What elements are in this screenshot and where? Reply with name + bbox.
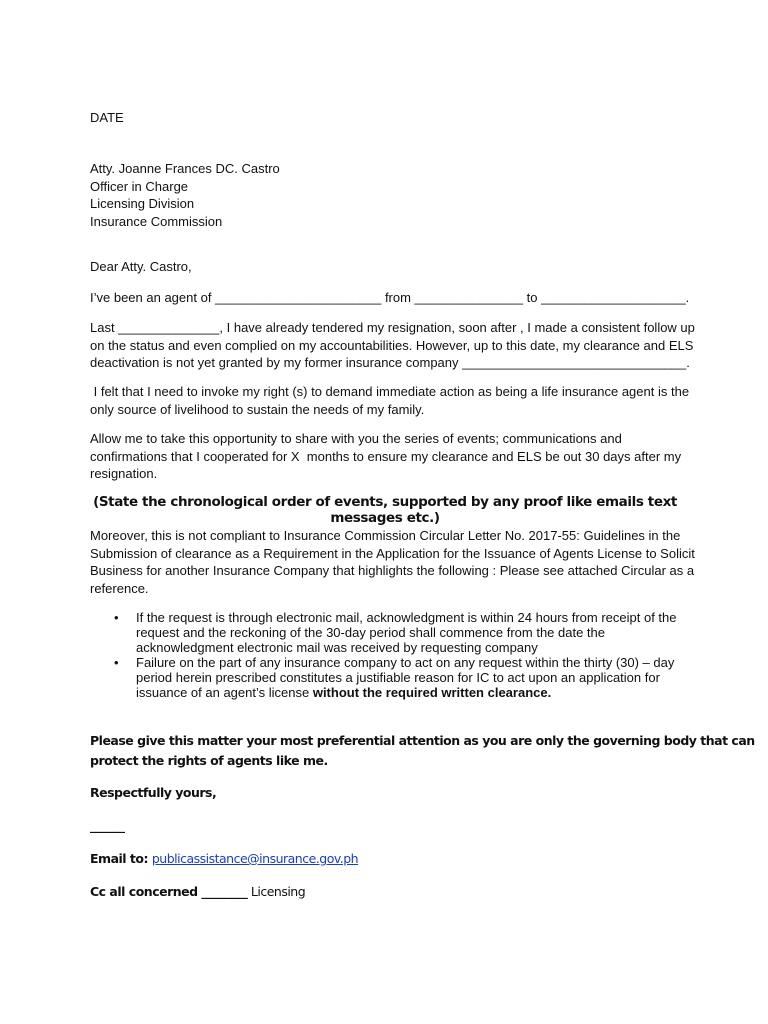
cc-label: Cc all concerned <box>90 884 202 899</box>
closing-request: Please give this matter your most preferential attention as you are only the governing body that can protect the rights of agents like me. <box>90 733 755 768</box>
recipient-name: Atty. Joanne Frances DC. Castro <box>90 161 280 176</box>
cc-target: Licensing <box>247 884 306 899</box>
recipient-block <box>90 160 680 230</box>
date-line: DATE <box>90 110 124 125</box>
bullet-marker: • <box>114 655 119 670</box>
recipient-organization: Insurance Commission <box>90 213 223 229</box>
email-line <box>90 850 680 868</box>
paragraph-events: Allow me to take this opportunity to share with you the series of events; communications and confirmations that I cooperated for X months to ensure my clearance and ELS be out 30 days after my resignation. <box>90 431 682 481</box>
salutation: Dear Atty. Castro, <box>90 259 192 274</box>
instruction-note: (State the chronological order of events, supported by any proof like emails text messages etc.) <box>93 494 677 526</box>
recipient-division: Licensing Division <box>90 196 195 211</box>
bullet-marker: • <box>114 610 119 625</box>
recipient-title: Officer in Charge <box>90 178 189 194</box>
list-item: • Failure on the part of any insurance company to act on any request within the thirty (30) – day period herein prescribed constitutes a justifiable reason for IC to act upon an application for issuance of an agent’s license without the required written clearance. <box>114 655 675 700</box>
signature-line: ______ <box>90 818 125 833</box>
paragraph-resignation: Last ______________, I have already tendered my resignation, soon after , I made a consistent follow up on the status and even complied on my accountabilities. However, up to this date, my clearance and ELS deactivation is not yet granted by my former insurance company _______________________________. <box>90 320 695 370</box>
email-label: Email to: <box>90 851 152 866</box>
list-item: • If the request is through electronic mail, acknowledgment is within 24 hours from receipt of the request and the reckoning of the 30-day period shall commence from the date the acknowledgment electronic mail was received by requesting company <box>114 610 677 655</box>
circular-bullet-list <box>90 610 680 700</box>
cc-blank: ________ <box>201 884 248 899</box>
cc-line <box>90 883 680 901</box>
paragraph-right: I felt that I need to invoke my right (s) to demand immediate action as being a life insurance agent is the only source of livelihood to sustain the needs of my family. <box>90 384 690 417</box>
paragraph-circular: Moreover, this is not compliant to Insurance Commission Circular Letter No. 2017-55: Guidelines in the Submission of clearance as a Requirement in the Application for the Issuance of Agents License to Solicit Business for another Insurance Company that highlights the following : Please see attached Circular as a reference. <box>90 528 695 596</box>
sign-off: Respectfully yours, <box>90 785 217 800</box>
email-link[interactable]: publicassistance@insurance.gov.ph <box>151 851 359 866</box>
paragraph-agency: I’ve been an agent of _______________________ from _______________ to ____________________. <box>90 290 690 305</box>
